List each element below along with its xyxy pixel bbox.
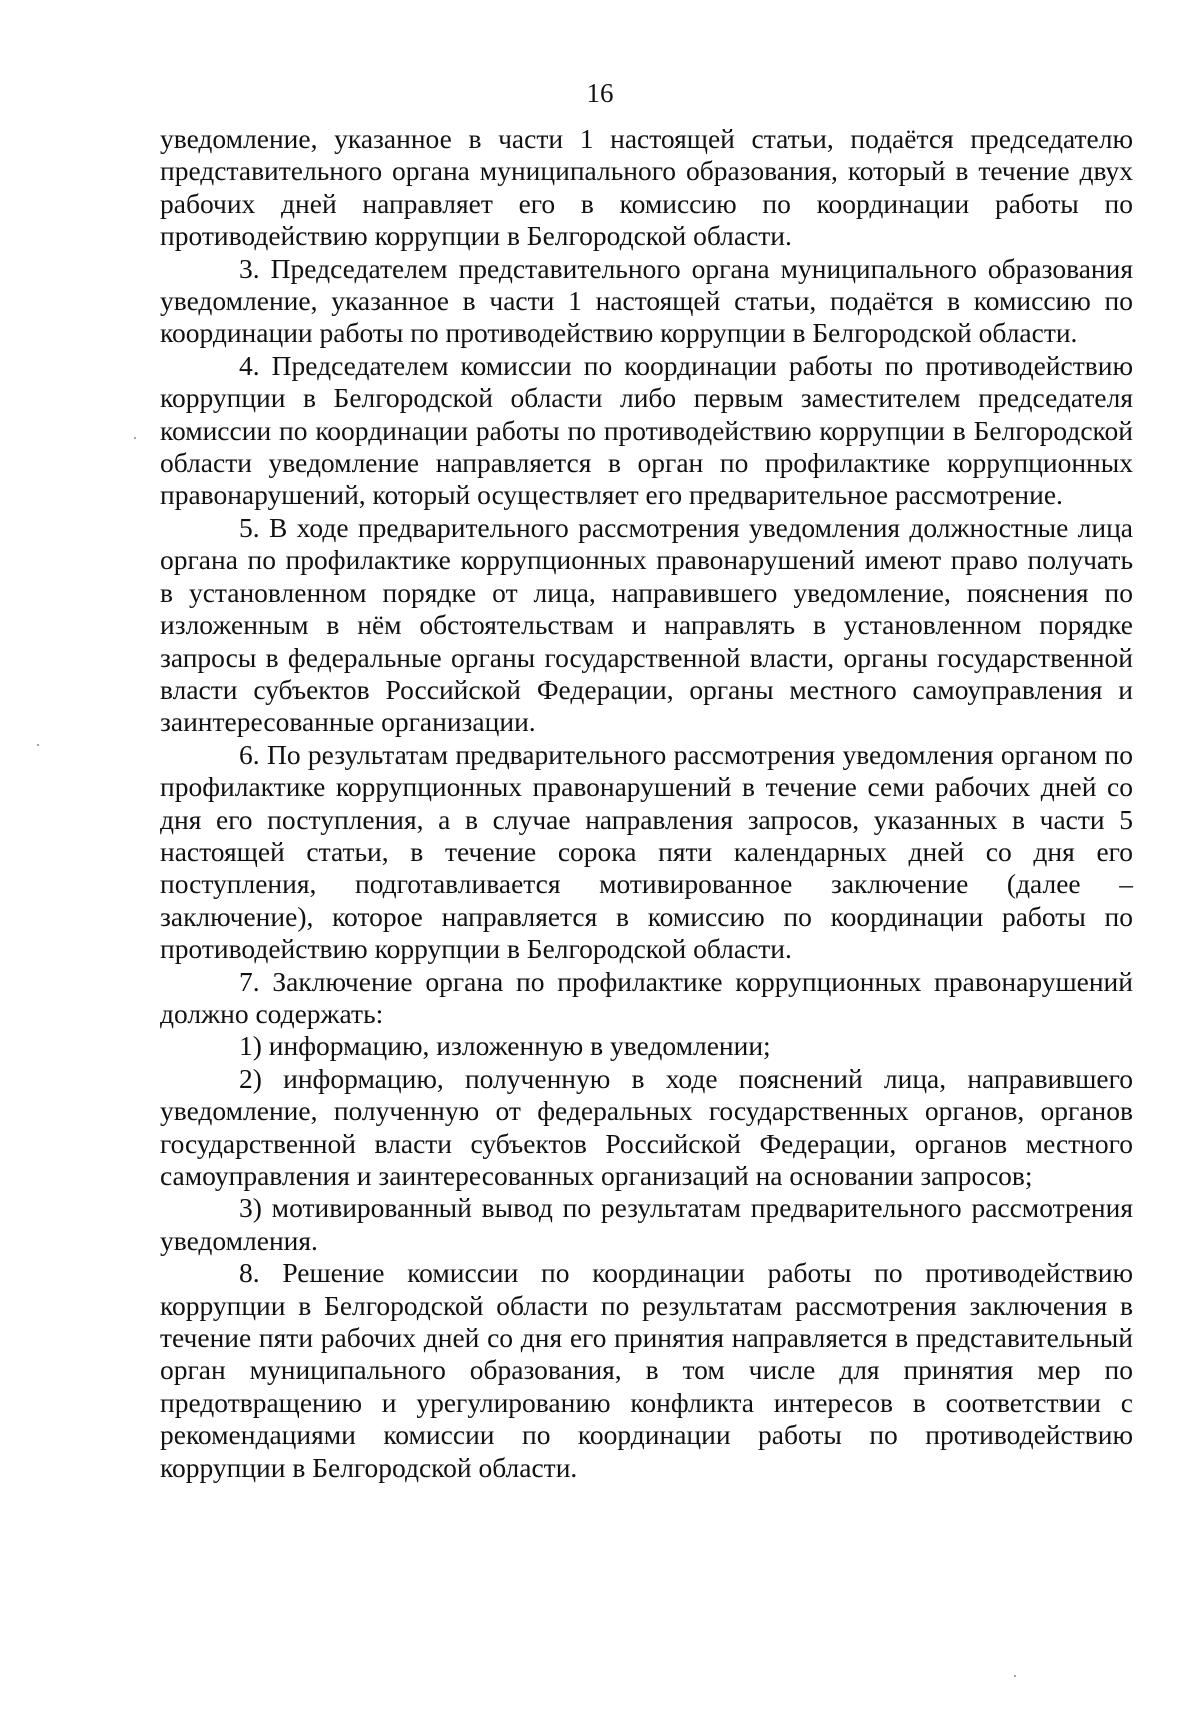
- page-number: 16: [586, 78, 614, 108]
- scan-speck: [134, 437, 136, 439]
- paragraph-6: 6. По результатам предварительного рассмотрения уведомления органом по профилактике коррупционных правонарушений в течение семи рабочих дней со дня его поступления, а в случае направления запросов, указанных в части 5 настоящей статьи, в течение сорока пяти календарных дней со дня его поступления, подготавливается мотивированное заключение (далее – заключение), которое направляется в комиссию по координации работы по противодействию коррупции в Белгородской области.: [160, 738, 1133, 965]
- scan-speck: [1014, 1675, 1016, 1677]
- paragraph-continuation: уведомление, указанное в части 1 настоящей статьи, подаётся председателю представительного органа муниципального образования, который в течение двух рабочих дней направляет его в комиссию по координации работы по противодействию коррупции в Белгородской области.: [160, 123, 1133, 252]
- paragraph-8: 8. Решение комиссии по координации работы по противодействию коррупции в Белгородской области по результатам рассмотрения заключения в течение пяти рабочих дней со дня его принятия направляется в представительный орган муниципального образования, в том числе для принятия мер по предотвращению и урегулированию конфликта интересов в соответствии с рекомендациями комиссии по координации работы по противодействию коррупции в Белгородской области.: [160, 1257, 1133, 1483]
- paragraph-3: 3. Председателем представительного органа муниципального образования уведомление, указанное в части 1 настоящей статьи, подаётся в комиссию по координации работы по противодействию коррупции в Белгородской области.: [160, 252, 1133, 349]
- paragraph-5: 5. В ходе предварительного рассмотрения уведомления должностные лица органа по профилактике коррупционных правонарушений имеют право получать в установленном порядке от лица, направившего уведомление, пояснения по изложенным в нём обстоятельствам и направлять в установленном порядке запросы в федеральные органы государственной власти, органы государственной власти субъектов Российской Федерации, органы местного самоуправления и заинтересованные организации.: [160, 511, 1133, 738]
- paragraph-7: 7. Заключение органа по профилактике коррупционных правонарушений должно содержать:: [160, 965, 1133, 1029]
- list-item-3: 3) мотивированный вывод по результатам предварительного рассмотрения уведомления.: [160, 1192, 1133, 1256]
- paragraph-4: 4. Председателем комиссии по координации работы по противодействию коррупции в Белгородской области либо первым заместителем председателя комиссии по координации работы по противодействию коррупции в Белгородской области уведомление направляется в орган по профилактике коррупционных правонарушений, который осуществляет его предварительное рассмотрение.: [160, 349, 1133, 511]
- scan-speck: [37, 744, 39, 746]
- list-item-1: 1) информацию, изложенную в уведомлении;: [239, 1030, 771, 1062]
- document-body: [160, 123, 1133, 1484]
- list-item-2: 2) информацию, полученную в ходе пояснений лица, направившего уведомление, полученную от федеральных государственных органов, органов государственной власти субъектов Российской Федерации, органов местного самоуправления и заинтересованных организаций на основании запросов;: [160, 1062, 1133, 1191]
